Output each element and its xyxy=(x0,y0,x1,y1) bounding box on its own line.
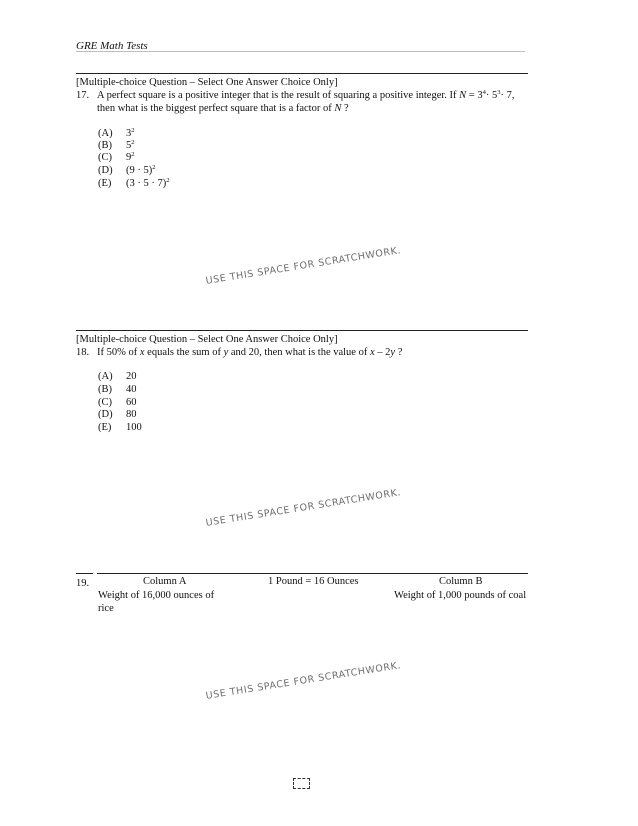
page-number-box xyxy=(293,778,310,789)
q17-exponent-a: 4 xyxy=(482,89,486,96)
q18-scratchwork-label: USE THIS SPACE FOR SCRATCHWORK. xyxy=(205,487,402,529)
q19-column-b-heading: Column B xyxy=(439,576,483,587)
q18-choice-e[interactable] xyxy=(98,422,142,433)
q17-choice-a[interactable] xyxy=(98,128,135,139)
q17-choice-e[interactable] xyxy=(98,178,170,189)
q18-stem-text-a: If 50% of xyxy=(97,347,140,358)
q17-stem-text-c: · 5 xyxy=(485,90,498,101)
q17-stem-text-b: = 3 xyxy=(466,90,483,101)
q17-stem-text-f: ? xyxy=(341,103,349,114)
q18-stem-text-c: and 20, then what is the value of xyxy=(228,347,370,358)
q18-stem-text-b: equals the sum of xyxy=(144,347,224,358)
q18-var-x-2: x xyxy=(369,347,375,358)
q19-number-rule xyxy=(76,573,93,574)
choice-exponent: 2 xyxy=(131,151,135,158)
q17-var-n-2: N xyxy=(334,103,342,114)
q17-stem-text-e: then what is the biggest perfect square that is a factor of xyxy=(97,103,335,114)
q18-choice-b[interactable] xyxy=(98,384,137,395)
choice-value: 40 xyxy=(126,384,137,395)
q17-choice-c[interactable] xyxy=(98,152,135,163)
choice-label: (C) xyxy=(98,397,112,408)
q18-stem-text-e: ? xyxy=(395,347,403,358)
choice-exponent: 2 xyxy=(131,127,135,134)
choice-exponent: 2 xyxy=(166,177,170,184)
choice-label: (C) xyxy=(98,152,112,163)
q17-number: 17. xyxy=(76,90,90,101)
q19-quantity-a-line1: Weight of 16,000 ounces of xyxy=(98,590,215,601)
choice-exponent: 2 xyxy=(131,139,135,146)
choice-label: (E) xyxy=(98,178,112,189)
q18-top-rule xyxy=(76,330,528,331)
choice-value: 3 xyxy=(126,128,132,139)
choice-value: 60 xyxy=(126,397,137,408)
q18-choice-d[interactable] xyxy=(98,409,137,420)
q17-top-rule xyxy=(76,73,528,74)
q17-var-n: N xyxy=(459,90,467,101)
q18-var-x: x xyxy=(139,347,145,358)
q17-stem-text-d: · 7, xyxy=(500,90,515,101)
choice-label: (B) xyxy=(98,384,112,395)
q19-number: 19. xyxy=(76,578,90,589)
choice-value: 20 xyxy=(126,371,137,382)
q19-quantity-b: Weight of 1,000 pounds of coal xyxy=(394,590,527,601)
q17-stem-line1 xyxy=(76,90,514,101)
choice-value: 80 xyxy=(126,409,137,420)
q17-exponent-b: 3 xyxy=(497,89,501,96)
choice-label: (B) xyxy=(98,140,112,151)
choice-value: (3 · 5 · 7) xyxy=(126,178,167,189)
choice-exponent: 2 xyxy=(152,164,156,171)
q19-quantity-a-line2: rice xyxy=(98,603,114,614)
page-header-title: GRE Math Tests xyxy=(76,40,148,52)
q17-choice-b[interactable] xyxy=(98,140,135,151)
choice-value: 100 xyxy=(126,422,142,433)
q17-scratchwork-label: USE THIS SPACE FOR SCRATCHWORK. xyxy=(205,245,402,287)
q18-var-y: y xyxy=(223,347,229,358)
choice-label: (A) xyxy=(98,371,113,382)
q18-stem xyxy=(76,347,402,358)
q17-stem-line2 xyxy=(97,103,349,114)
q19-scratchwork-label: USE THIS SPACE FOR SCRATCHWORK. xyxy=(205,660,402,702)
choice-label: (E) xyxy=(98,422,112,433)
header-divider xyxy=(76,51,525,52)
choice-label: (A) xyxy=(98,128,113,139)
q19-column-a-heading: Column A xyxy=(143,576,187,587)
q19-top-rule xyxy=(97,573,528,574)
q18-choice-c[interactable] xyxy=(98,397,137,408)
q17-choice-d[interactable] xyxy=(98,165,156,176)
q18-var-y-2: y xyxy=(390,347,396,358)
q17-stem-text-a: A perfect square is a positive integer that is the result of squaring a positive integer. If xyxy=(97,90,460,101)
choice-value: 5 xyxy=(126,140,132,151)
q19-center-info: 1 Pound = 16 Ounces xyxy=(268,576,359,587)
choice-label: (D) xyxy=(98,165,113,176)
q18-stem-text-d: – 2 xyxy=(374,347,391,358)
q17-type-label: [Multiple-choice Question – Select One Answer Choice Only] xyxy=(76,77,338,88)
choice-value: (9 · 5) xyxy=(126,165,153,176)
q18-type-label: [Multiple-choice Question – Select One Answer Choice Only] xyxy=(76,334,338,345)
choice-value: 9 xyxy=(126,152,132,163)
q18-number: 18. xyxy=(76,347,90,358)
choice-label: (D) xyxy=(98,409,113,420)
q18-choice-a[interactable] xyxy=(98,371,137,382)
